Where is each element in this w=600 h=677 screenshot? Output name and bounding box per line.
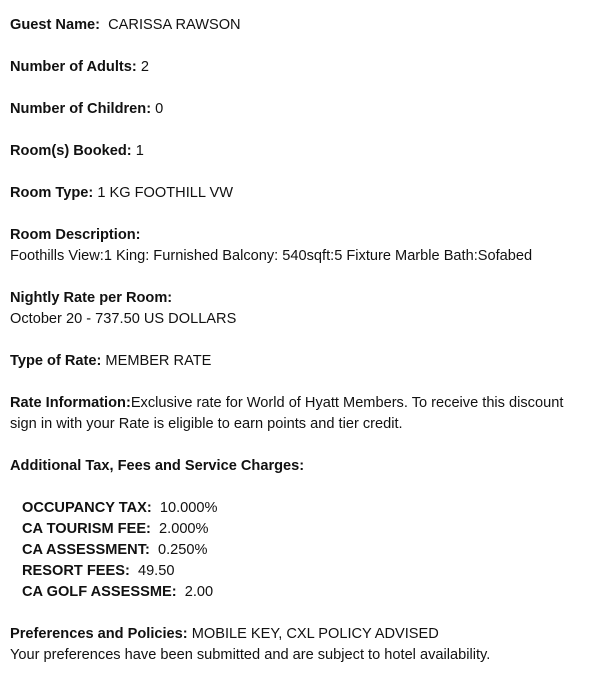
charge-row	[22, 561, 592, 582]
room-description-value: Foothills View:1 King: Furnished Balcony: 540sqft:5 Fixture Marble Bath:Sofabed	[10, 248, 533, 264]
charge-label: CA ASSESSMENT:	[22, 542, 150, 558]
charge-row	[22, 582, 592, 603]
charge-value: 10.000%	[159, 500, 218, 516]
charge-value: 0.250%	[157, 542, 208, 558]
charge-label: RESORT FEES:	[22, 563, 130, 579]
adults-label: Number of Adults:	[10, 59, 137, 75]
charge-value: 2.00	[184, 584, 214, 600]
room-description-label-row	[10, 225, 592, 246]
charge-value: 49.50	[137, 563, 175, 579]
rate-type-value: MEMBER RATE	[105, 353, 212, 369]
children-value: 0	[155, 101, 164, 117]
charge-row	[22, 540, 592, 561]
charge-row	[22, 498, 592, 519]
guest-name-value: CARISSA RAWSON	[108, 17, 241, 33]
rooms-booked-row	[10, 141, 592, 162]
preferences-note: Your preferences have been submitted and are subject to hotel availability.	[10, 647, 491, 663]
guest-name-label: Guest Name:	[10, 17, 101, 33]
rate-type-row	[10, 351, 592, 372]
rooms-booked-value: 1	[135, 143, 144, 159]
rooms-booked-label: Room(s) Booked:	[10, 143, 132, 159]
preferences-value: MOBILE KEY, CXL POLICY ADVISED	[191, 626, 439, 642]
rate-type-label: Type of Rate:	[10, 353, 102, 369]
charge-row	[22, 519, 592, 540]
adults-value: 2	[140, 59, 149, 75]
nightly-rate-value: October 20 - 737.50 US DOLLARS	[10, 311, 237, 327]
rate-information-value: Exclusive rate for World of Hyatt Members. To receive this discount sign in with your Rate is eligible to earn points and tier credit.	[10, 395, 564, 432]
charge-label: CA GOLF ASSESSME:	[22, 584, 177, 600]
children-row	[10, 99, 592, 120]
room-type-row	[10, 183, 592, 204]
rate-information-row	[10, 393, 592, 435]
charges-heading: Additional Tax, Fees and Service Charges:	[10, 458, 305, 474]
room-description-label: Room Description:	[10, 227, 141, 243]
room-type-value: 1 KG FOOTHILL VW	[97, 185, 234, 201]
adults-row	[10, 57, 592, 78]
preferences-label: Preferences and Policies:	[10, 626, 188, 642]
charge-value: 2.000%	[159, 521, 209, 537]
guest-name-row	[10, 15, 592, 36]
preferences-row	[10, 624, 592, 645]
charge-label: CA TOURISM FEE:	[22, 521, 151, 537]
nightly-rate-label: Nightly Rate per Room:	[10, 290, 173, 306]
charges-heading-row	[10, 456, 592, 477]
nightly-rate-label-row	[10, 288, 592, 309]
charge-label: OCCUPANCY TAX:	[22, 500, 152, 516]
rate-information-label: Rate Information:	[10, 395, 131, 411]
children-label: Number of Children:	[10, 101, 152, 117]
room-type-label: Room Type:	[10, 185, 94, 201]
